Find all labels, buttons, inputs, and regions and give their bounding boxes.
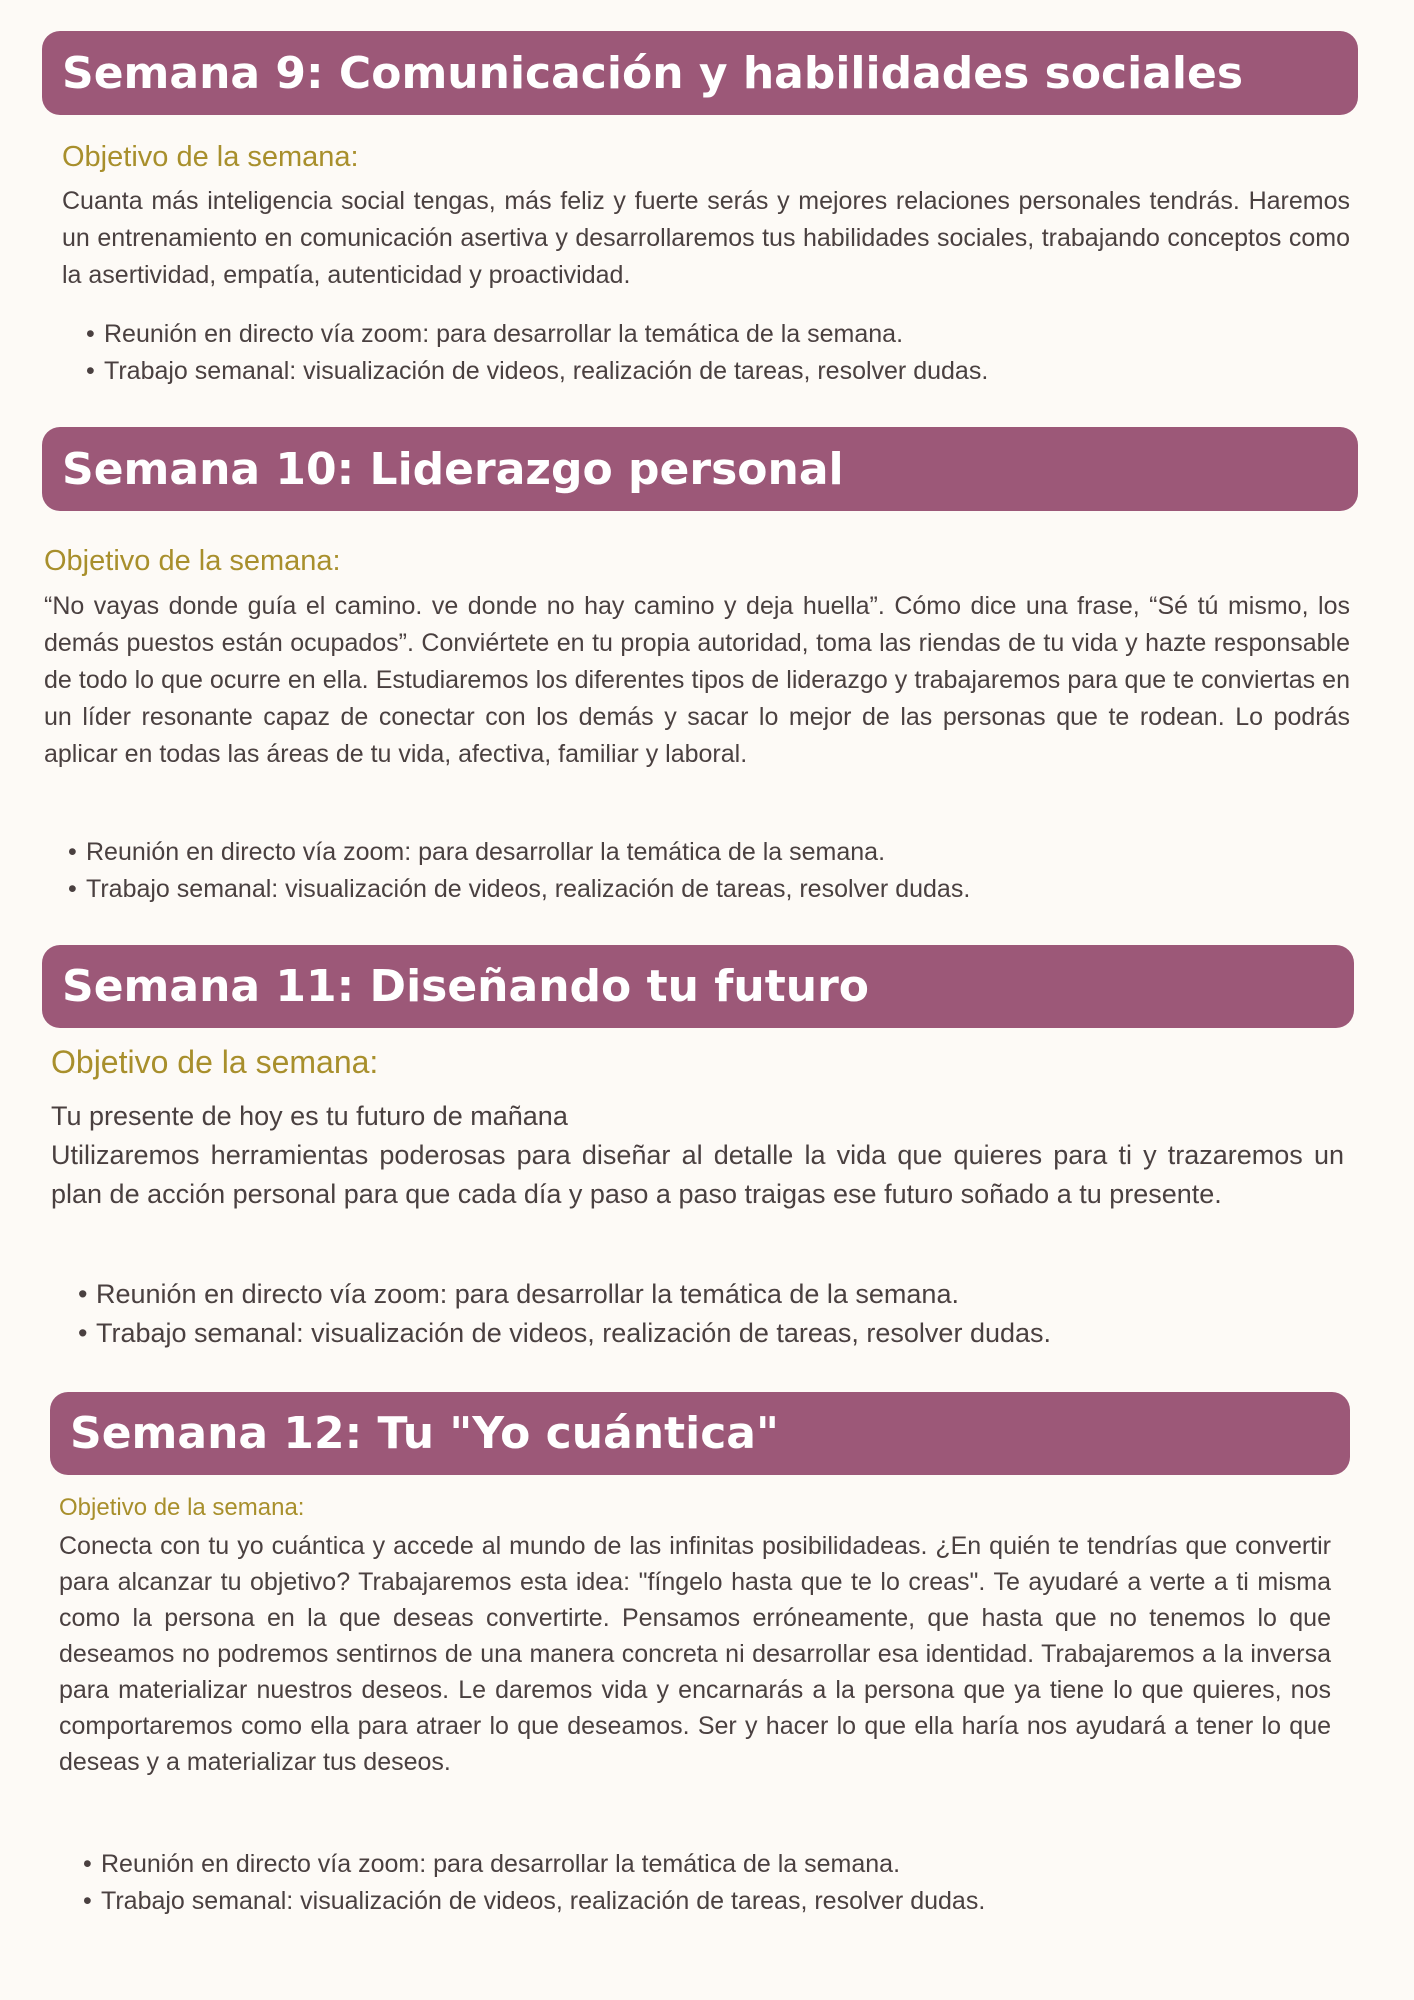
- week-11-objective-label: Objetivo de la semana:: [51, 1044, 379, 1080]
- week-11-description: [51, 1097, 1344, 1214]
- list-item: • Trabajo semanal: visualización de videos, realización de tareas, resolver dudas.: [101, 1883, 985, 1920]
- week-11-tagline: Tu presente de hoy es tu futuro de mañana: [51, 1101, 568, 1131]
- week-10-objective-label: Objetivo de la semana:: [44, 545, 341, 577]
- week-12-objective-label: Objetivo de la semana:: [59, 1494, 305, 1521]
- week-9-bullets: [104, 316, 988, 390]
- list-item: • Reunión en directo vía zoom: para desarrollar la temática de la semana.: [104, 316, 988, 353]
- week-12-title: Semana 12: Tu "Yo cuántica": [50, 1392, 1350, 1475]
- list-item: • Reunión en directo vía zoom: para desarrollar la temática de la semana.: [86, 834, 970, 871]
- week-12-bullets: [101, 1846, 985, 1920]
- week-12-description: Conecta con tu yo cuántica y accede al mundo de las infinitas posibilidadeas. ¿En quién te tendrías que convertir para alcanzar tu objetivo? Trabajaremos esta idea: "fíngelo hasta que te lo creas". Te ayudaré a verte a ti misma como la persona en la que deseas convertirte. Pensamos erróneamente, que hasta que no tenemos lo que deseamos no podremos sentirnos de una manera concreta ni desarrollar esa identidad. Trabajaremos a la inversa para materializar nuestros deseos. Le daremos vida y encarnarás a la persona que ya tiene lo que quieres, nos comportaremos como ella para atraer lo que deseamos. Ser y hacer lo que ella haría nos ayudará a tener lo que deseas y a materializar tus deseos.: [59, 1532, 1331, 1776]
- list-item: • Reunión en directo vía zoom: para desarrollar la temática de la semana.: [101, 1846, 985, 1883]
- list-item: • Reunión en directo vía zoom: para desarrollar la temática de la semana.: [96, 1275, 1051, 1314]
- week-9-objective-label: Objetivo de la semana:: [62, 141, 359, 173]
- week-10-description: “No vayas donde guía el camino. ve donde no hay camino y deja huella”. Cómo dice una frase, “Sé tú mismo, los demás puestos están ocupados”. Conviértete en tu propia autoridad, toma las riendas de tu vida y hazte responsable de todo lo que ocurre en ella. Estudiaremos los diferentes tipos de liderazgo y trabajaremos para que te conviertas en un líder resonante capaz de conectar con los demás y sacar lo mejor de las personas que te rodean. Lo podrás aplicar en todas las áreas de tu vida, afectiva, familiar y laboral.: [44, 592, 1350, 768]
- week-10-title: Semana 10: Liderazgo personal: [42, 427, 1358, 511]
- week-10-bullets: [86, 834, 970, 908]
- list-item: • Trabajo semanal: visualización de videos, realización de tareas, resolver dudas.: [104, 353, 988, 390]
- week-9-description: Cuanta más inteligencia social tengas, más feliz y fuerte serás y mejores relaciones personales tendrás. Haremos un entrenamiento en comunicación asertiva y desarrollaremos tus habilidades sociales, trabajando conceptos como la asertividad, empatía, autenticidad y proactividad.: [62, 187, 1350, 289]
- week-11-bullets: [96, 1275, 1051, 1353]
- list-item: • Trabajo semanal: visualización de videos, realización de tareas, resolver dudas.: [96, 1314, 1051, 1353]
- week-11-paragraph: Utilizaremos herramientas poderosas para diseñar al detalle la vida que quieres para ti y trazaremos un plan de acción personal para que cada día y paso a paso traigas ese futuro soñado a tu presente.: [51, 1140, 1344, 1209]
- week-11-title: Semana 11: Diseñando tu futuro: [42, 945, 1354, 1028]
- week-9-title: Semana 9: Comunicación y habilidades sociales: [42, 31, 1358, 115]
- list-item: • Trabajo semanal: visualización de videos, realización de tareas, resolver dudas.: [86, 871, 970, 908]
